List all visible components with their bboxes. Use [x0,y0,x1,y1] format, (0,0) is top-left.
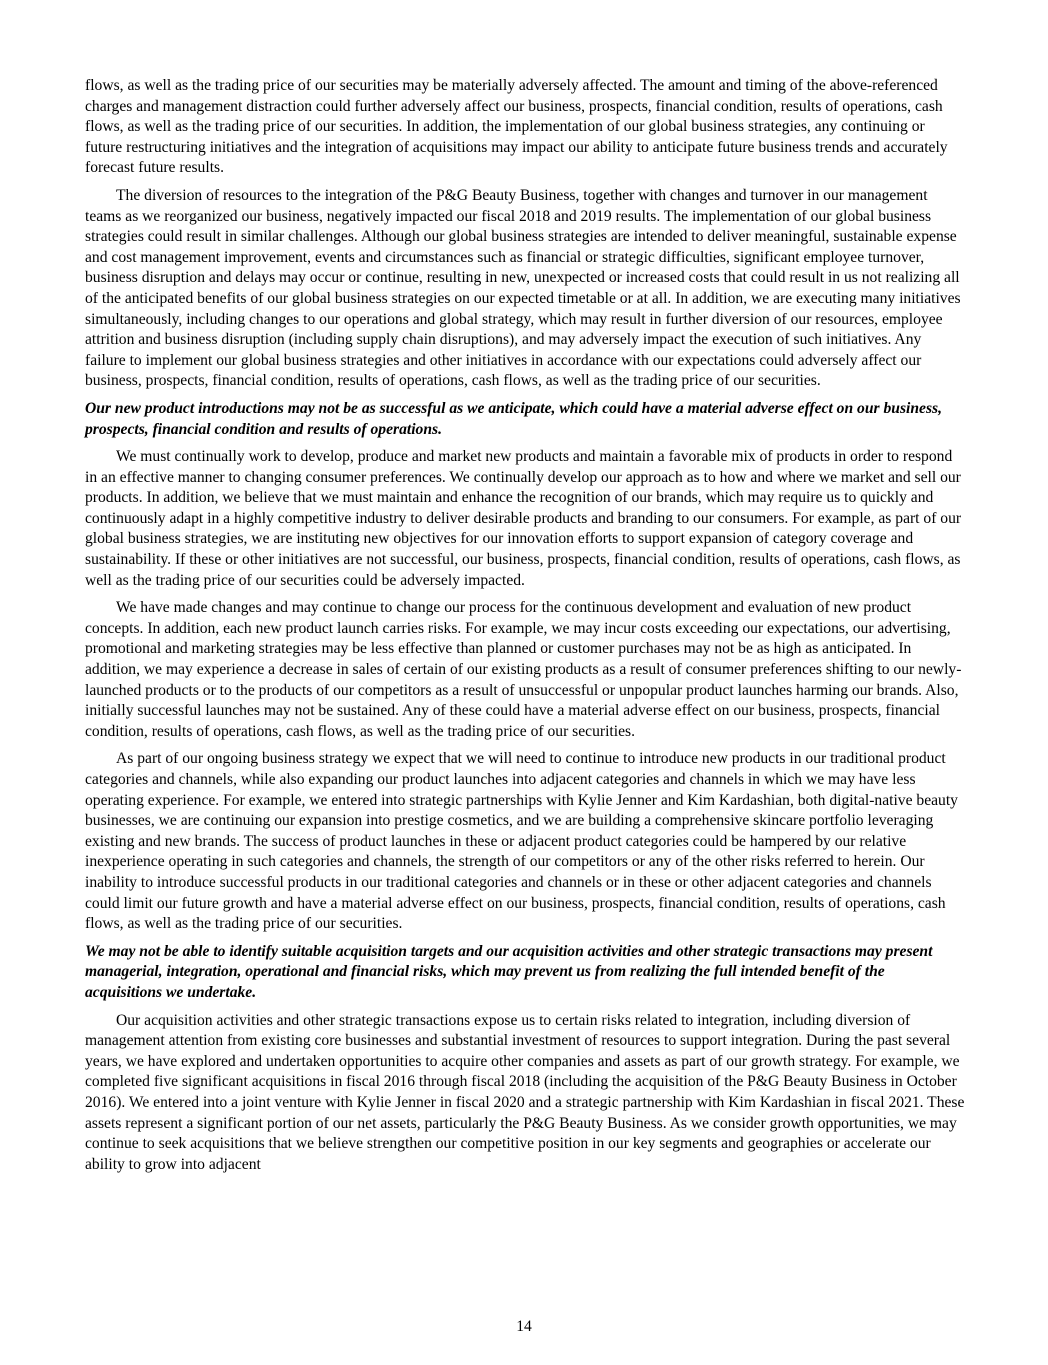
section-heading: Our new product introductions may not be as successful as we anticipate, which could have a material adverse effect on our business, prospects, financial condition and results of operations. [85,399,942,438]
paragraph: The diversion of resources to the integration of the P&G Beauty Business, together with changes and turnover in our management teams as we reorganized our business, negatively impacted our fiscal 2018 and 2019 results. The implementation of our global business strategies could result in similar challenges. Although our global business strategies are intended to deliver meaningful, sustainable expense and cost management improvement, events and circumstances such as financial or strategic difficulties, significant employee turnover, business disruption and delays may occur or continue, resulting in new, unexpected or increased costs that could result in us not realizing all of the anticipated benefits of our global business strategies on our expected timetable or at all. In addition, we are executing many initiatives simultaneously, including changes to our operations and global strategy, which may result in further diversion of our resources, employee attrition and business disruption (including supply chain disruptions), and may adversely impact the execution of such initiatives. Any failure to implement our global business strategies and other initiatives in accordance with our expectations could adversely affect our business, prospects, financial condition, results of operations, cash flows, as well as the trading price of our securities. [85,186,961,390]
paragraph: We have made changes and may continue to change our process for the continuous development and evaluation of new product concepts. In addition, each new product launch carries risks. For example, we may incur costs exceeding our expectations, our advertising, promotional and marketing strategies may be less effective than planned or customer purchases may not be as high as anticipated. In addition, we may experience a decrease in sales of certain of our existing products as a result of consumer preferences shifting to our newly-launched products or to the products of our competitors as a result of unsuccessful or unpopular product launches harming our brands. Also, initially successful launches may not be sustained. Any of these could have a material adverse effect on our business, prospects, financial condition, results of operations, cash flows, as well as the trading price of our securities. [85,599,962,740]
paragraph: Our acquisition activities and other strategic transactions expose us to certain risks related to integration, including diversion of management attention from existing core businesses and substantial investment of resources to support integration. During the past several years, we have explored and undertaken opportunities to acquire other companies and assets as part of our growth strategy. For example, we completed five significant acquisitions in fiscal 2016 through fiscal 2018 (including the acquisition of the P&G Beauty Business in October 2016). We entered into a joint venture with Kylie Jenner in fiscal 2020 and a strategic partnership with Kim Kardashian in fiscal 2021. These assets represent a significant portion of our net assets, particularly the P&G Beauty Business. As we consider growth opportunities, we may continue to seek acquisitions that we believe strengthen our competitive position in our key segments and geographies or accelerate our ability to grow into adjacent [85,1011,965,1173]
section-heading: We may not be able to identify suitable acquisition targets and our acquisition activities and other strategic transactions may present managerial, integration, operational and financial risks, which may prevent us from realizing the full intended benefit of the acquisitions we undertake. [85,942,933,1001]
paragraph: As part of our ongoing business strategy we expect that we will need to continue to introduce new products in our traditional product categories and channels, while also expanding our product launches into adjacent categories and channels in which we may have less operating experience. For example, we entered into strategic partnerships with Kylie Jenner and Kim Kardashian, both digital-native beauty businesses, we are continuing our expansion into prestige cosmetics, and we are building a comprehensive skincare portfolio leveraging existing and new brands. The success of product launches in these or adjacent product categories could be hampered by our relative inexperience operating in such categories and channels, the strength of our competitors or any of the other risks referred to herein. Our inability to introduce successful products in our traditional categories and channels or in these or other adjacent categories and channels could limit our future growth and have a material adverse effect on our business, prospects, financial condition, results of operations, cash flows, as well as the trading price of our securities. [85,750,958,933]
paragraph: flows, as well as the trading price of our securities may be materially adversely affected. The amount and timing of the above-referenced charges and management distraction could further adversely affect our business, prospects, financial condition, results of operations, cash flows, as well as the trading price of our securities. In addition, the implementation of our global business strategies, any continuing or future restructuring initiatives and the integration of acquisitions may impact our ability to anticipate future business trends and accurately forecast future results. [85,77,948,177]
document-body [85,76,965,1182]
paragraph: We must continually work to develop, produce and market new products and maintain a favorable mix of products in order to respond in an effective manner to changing consumer preferences. We continually develop our approach as to how and where we market and sell our products. In addition, we believe that we must maintain and enhance the recognition of our brands, which may require us to quickly and continuously adapt in a highly competitive industry to deliver desirable products and branding to our consumers. For example, as part of our global business strategies, we are instituting new objectives for our innovation efforts to support expansion of category coverage and sustainability. If these or other initiatives are not successful, our business, prospects, financial condition, results of operations, cash flows, as well as the trading price of our securities could be adversely impacted. [85,448,962,589]
page-number: 14 [516,1318,532,1335]
